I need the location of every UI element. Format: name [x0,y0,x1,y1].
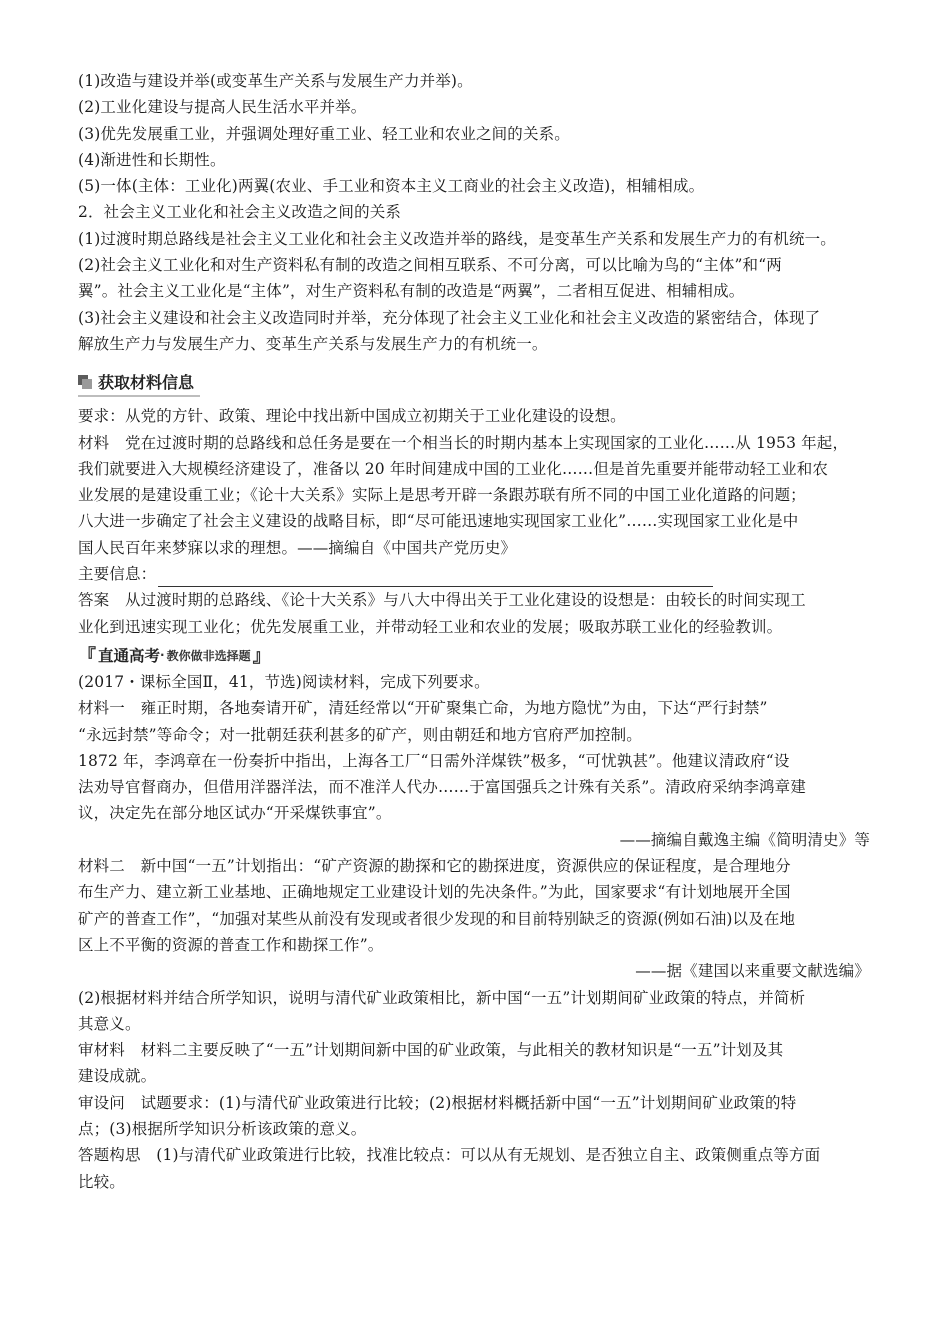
feature-line-3: (3)优先发展重工业，并强调处理好重工业、轻工业和农业之间的关系。 [78,124,570,143]
material2-source: ——据《建国以来重要文献选编》 [635,962,870,981]
relation-heading: 2．社会主义工业化和社会主义改造之间的关系 [78,203,402,222]
material-line-1: 材料 党在过渡时期的总路线和总任务是要在一个相当长的时期内基本上实现国家的工业化……从 1953 年起， [78,433,849,452]
section-heading [78,370,878,398]
relation-block [78,199,878,357]
requirement-text: 要求：从党的方针、政策、理论中找出新中国成立初期关于工业化建设的设想。 [78,407,626,426]
feature-line-4: (4)渐进性和长期性。 [78,150,226,169]
question-line-2: 其意义。 [78,1014,141,1033]
question-intro: (2017・课标全国Ⅱ，41，节选)阅读材料，完成下列要求。 [78,672,490,691]
relation-line-5: 解放生产力与发展生产力、变革生产关系与发展生产力的有机统一。 [78,334,548,353]
square-bullet-icon [78,375,92,389]
gaokao-heading [78,642,878,669]
section-title: 获取材料信息 [98,373,195,393]
material-info-block [78,403,878,640]
material2-line-2: 布生产力、建立新工业基地、正确地规定工业建设计划的先决条件。”为此，国家要求“有计划地展开全国 [78,883,791,902]
idea-line-1: 答题构思 (1)与清代矿业政策进行比较，找准比较点：可以从有无规划、是否独立自主、政策侧重点等方面 [78,1146,821,1165]
material-line-5: 国人民百年来梦寐以求的理想。——摘编自《中国共产党历史》 [78,538,517,557]
shen-material-line-1: 审材料 材料二主要反映了“一五”计划期间新中国的矿业政策，与此相关的教材知识是“一五”计划及其 [78,1041,784,1060]
main-info-label: 主要信息： [78,565,157,584]
material-line-2: 我们就要进入大规模经济建设了，准备以 20 年时间建成中国的工业化……但是首先重要并能带动轻工业和农 [78,459,829,478]
relation-line-4: (3)社会主义建设和社会主义改造同时并举，充分体现了社会主义工业化和社会主义改造的紧密结合，体现了 [78,308,821,327]
main-info-row [78,561,878,587]
gaokao-dot: · [160,648,165,663]
bracket-close: 』 [252,646,271,668]
feature-line-1: (1)改造与建设并举(或变革生产关系与发展生产力并举)。 [78,72,473,90]
material2-line-3: 矿产的普查工作”，“加强对某些从前没有发现或者很少发现的和目前特别缺乏的资源(例如石油)以及在地 [78,909,796,928]
shen-material-line-2: 建设成就。 [78,1067,157,1086]
material-line-4: 八大进一步确定了社会主义建设的战略目标，即“尽可能迅速地实现国家工业化”……实现国家工业化是中 [78,512,799,531]
material1-source: ——摘编自戴逸主编《简明清史》等 [619,830,870,849]
shen-question-line-1: 审设问 试题要求：(1)与清代矿业政策进行比较；(2)根据材料概括新中国“一五”计划期间矿业政策的特 [78,1093,797,1112]
material1-line-3: 1872 年，李鸿章在一份奏折中指出，上海各工厂“日需外洋煤铁”极多，“可忧孰甚”。他建议清政府“设 [78,751,790,770]
shen-question-line-2: 点；(3)根据所学知识分析该政策的意义。 [78,1119,367,1138]
main-info-blank[interactable] [158,568,713,587]
gaokao-title: 直通高考 [98,647,161,666]
bracket-open: 『 [78,646,96,668]
material-line-3: 业发展的是建设重工业；《论十大关系》实际上是思考开辟一条跟苏联有所不同的中国工业化道路的问题； [78,486,806,505]
document-page [78,68,878,1195]
material1-line-4: 法劝导官督商办，但借用洋器洋法，而不准洋人代办……于富国强兵之计殊有关系”。清政府采纳李鸿章建 [78,778,806,797]
section-title-box [78,370,200,397]
features-list [78,68,878,199]
material2-line-1: 材料二 新中国“一五”计划指出：“矿产资源的勘探和它的勘探进度，资源供应的保证程度，是合理地分 [78,857,791,876]
relation-line-2: (2)社会主义工业化和对生产资料私有制的改造之间相互联系、不可分离，可以比喻为鸟的“主体”和“两 [78,256,782,275]
material2-line-4: 区上不平衡的资源的普查工作和勘探工作”。 [78,935,384,954]
material1-line-2: “永远封禁”等命令；对一批朝廷获利甚多的矿产，则由朝廷和地方官府严加控制。 [78,725,642,744]
feature-line-2: (2)工业化建设与提高人民生活水平并举。 [78,98,367,117]
question-line-1: (2)根据材料并结合所学知识，说明与清代矿业政策相比，新中国“一五”计划期间矿业政策的特点，并简析 [78,988,806,1007]
relation-line-3: 翼”。社会主义工业化是“主体”，对生产资料私有制的改造是“两翼”，二者相互促进、相辅相成。 [78,282,745,301]
idea-line-2: 比较。 [78,1172,125,1191]
material1-line-5: 议，决定先在部分地区试办“开采煤铁事宜”。 [78,804,392,823]
relation-line-1: (1)过渡时期总路线是社会主义工业化和社会主义改造并举的路线，是变革生产关系和发展生产力的有机统一。 [78,229,836,248]
material1-line-1: 材料一 雍正时期，各地奏请开矿，清廷经常以“开矿聚集亡命，为地方隐忧”为由，下达“严行封禁” [78,699,768,718]
answer-line-2: 业化到迅速实现工业化；优先发展重工业，并带动轻工业和农业的发展；吸取苏联工业化的经验教训。 [78,617,783,636]
feature-line-5: (5)一体(主体：工业化)两翼(农业、手工业和资本主义工商业的社会主义改造)，相辅相成。 [78,177,705,196]
gaokao-subtitle: 教你做非选择题 [166,648,251,663]
gaokao-block [78,669,878,1195]
answer-line-1: 答案 从过渡时期的总路线、《论十大关系》与八大中得出关于工业化建设的设想是：由较长的时间实现工 [78,591,806,610]
